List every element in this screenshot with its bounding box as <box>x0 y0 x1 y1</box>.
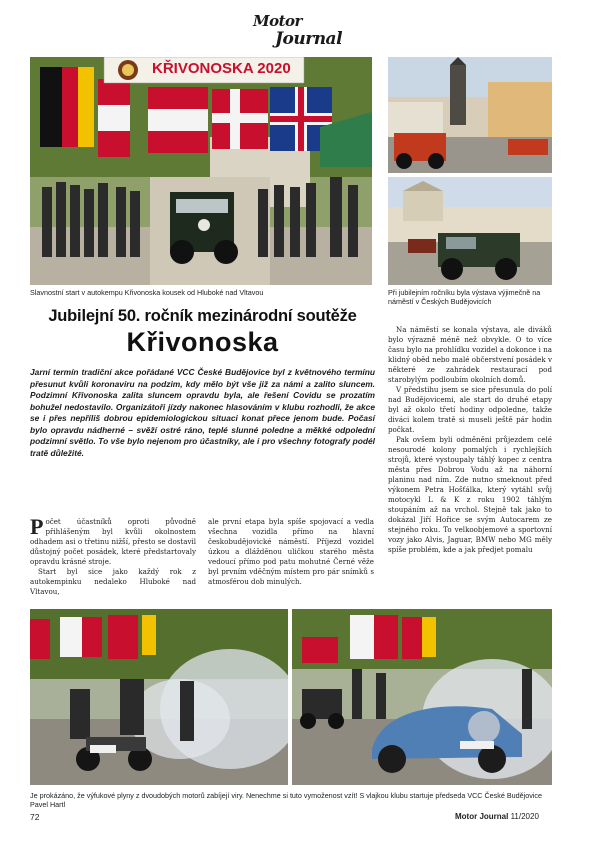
magazine-logo <box>253 12 343 50</box>
article-lead: Jarní termín tradiční akce pořádané VCC České Budějovice byl z květnového termínu přesunut kvůli koronaviru na podzim, kdy mělo být vše již za námi a zalito sluncem. Podzimní Křivonoska zalita sluncem opravdu byla, ale řešení Covidu se prozatím bohužel nedostavilo. Organizátoři jízdy nakonec hlasováním v klubu rozhodli, že akce se i přes nepříliš dobrou epidemiologickou situaci konat přece jenom bude. Počasí bylo opravdu nádherné – svěží ostré ráno, teplé slunné poledne a měkké odpolední podzimní světlo. To vše bylo nejenom pro účastníky, ale i pro všechny fotografy podél tratě důležité. <box>30 367 375 458</box>
column1-paragraph1 <box>30 514 196 567</box>
article-column-2 <box>208 517 374 587</box>
article-title-line1: Jubilejní 50. ročník mezinárodní soutěže <box>48 307 357 325</box>
drop-cap: P <box>30 514 44 539</box>
bottom-photos-caption: Je prokázáno, že výfukové plyny z dvoudobých motorů zabíjejí viry. Nenechme si tuto vymoženost vzít! S vlajkou klubu startuje předseda VCC České Budějovice Pavel Hartl <box>30 791 543 809</box>
banner-text: KŘIVONOSKA 2020 <box>152 60 291 77</box>
column1-paragraph2: Start byl sice jako každý rok z autokempinku nedaleko Hluboké nad Vltavou, <box>30 567 196 596</box>
article-column-1 <box>30 514 196 597</box>
logo-text-motor: Motor <box>253 12 302 30</box>
main-photo-caption: Slavnostní start v autokempu Křivonoska kousek od Hluboké nad Vltavou <box>30 288 264 297</box>
column3-paragraph2: V předstihu jsem se sice přesunula do polí nad Budějovicemi, ale start do druhé etapy byl až okolo třetí hodiny odpoledne, takže diváci kolem tratě si museli ještě pár hodin počkat. <box>388 385 552 434</box>
right-photos-caption: Při jubilejním ročníku byla výstava výjimečně na náměstí v Českých Budějovicích <box>388 288 541 306</box>
footer-issue-number: 11/2020 <box>510 812 539 821</box>
article-column-3 <box>388 325 552 555</box>
bottom-photo-motorcycles <box>30 609 288 785</box>
article-title-line2: Křivonoska <box>126 327 279 357</box>
column1-paragraph1-text: očet účastníků oproti původně přihlášeným byl kvůli okolnostem odhadem asi o třetinu nižší, přesto se dostavil důstojný počet posádek, které předstartovaly opravdu krásné stroje. <box>30 517 196 566</box>
logo-text-journal: Journal <box>275 29 343 49</box>
column2-paragraph1: ale první etapa byla spíše spojovací a vedla všechna vozidla přímo na hlavní českobudějovické náměstí. Příjezd vozidel úzkou a dlážděnou uličkou starého města vedoucí přímo pod patu mohutné Černé věže byl prvním vděčným místem pro pár snímků s atmosférou dob minulých. <box>208 517 374 586</box>
column3-paragraph3: Pak ovšem byli odměněni průjezdem celé nesourodé kolony pomalých i rychlejších strojů, které vystoupaly táhlý kopec z centra města přes Dobrou Vodu až na náhorní planinu nad ním. Zde nutno smeknout před výkonem Petra Hošťálka, který vytáhl svůj motocykl L & K z roku 1902 táhlým stoupáním až na vrchol. Stejně tak jako to dokázal Jiří Hořice se svým Autocarem ze stejného roku. To velkoobjemové a sportovní vozy jako Alvis, Jaguar, BMW nebo MG měly spíše problém, kde a jak předjet pomalu <box>388 435 552 554</box>
bottom-photo-blue-car <box>292 609 552 785</box>
page-number: 72 <box>30 812 40 822</box>
main-photo-start <box>30 57 372 285</box>
column3-paragraph1: Na náměstí se konala výstava, ale diváků bylo výrazně méně než obvykle. O to více času bylo na prohlídku vozidel a dokonce i na klidný oběd nebo malé občerstvení posádek v některé ze zahrádek restaurací pod starobylým podloubím okolních domů. <box>388 325 552 384</box>
right-photo-square <box>388 57 552 173</box>
right-photo-square-car <box>388 177 552 285</box>
footer-issue <box>455 812 539 821</box>
footer-magazine-name: Motor Journal <box>455 812 509 821</box>
